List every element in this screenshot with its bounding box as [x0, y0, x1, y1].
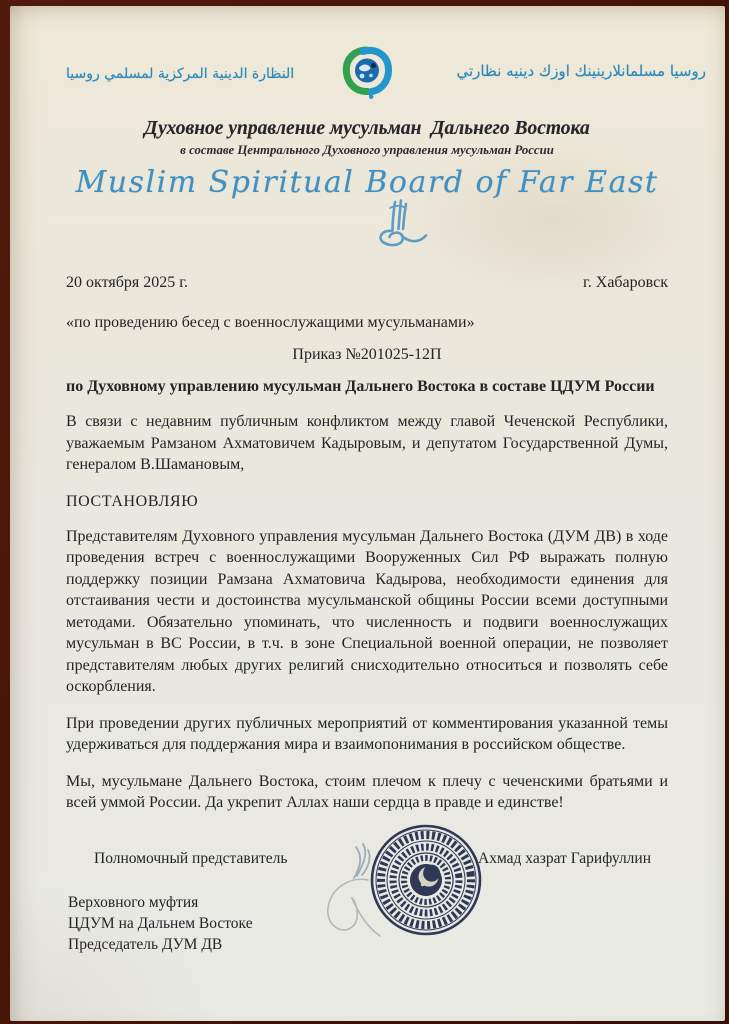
order-paragraph-2: При проведении других публичных мероприятий от комментирования указанной темы удерживаться для поддержания мира и взаимопонимания в российском обществе.: [66, 714, 668, 753]
document-city: г. Хабаровск: [583, 274, 668, 291]
closing-paragraph: Мы, мусульмане Дальнего Востока, стоим плечом к плечу с чеченскими братьями и всей уммой России. Да укрепит Аллах наши сердца в правде и единстве!: [66, 772, 668, 811]
org-name-ru: Духовное управление мусульман Дальнего Востока: [144, 118, 590, 139]
arabic-calligraphy-left: النظارة الدينية المركزية لمسلمي روسيا: [66, 66, 295, 82]
arabic-calligraphy-right: روسيا مسلمانلارينينك اوزك دينيه نظارتي: [456, 62, 706, 80]
date-place-line: [66, 274, 668, 292]
signatory-role-line: Верховного муфтия: [68, 894, 199, 911]
signature-block: [66, 844, 668, 976]
signatory-role-details: [68, 892, 253, 955]
resolution-word: ПОСТАНОВЛЯЮ: [66, 492, 199, 510]
org-logo-icon: [338, 44, 396, 102]
official-stamp: [368, 822, 484, 943]
order-scope: по Духовному управлению мусульман Дальнего Востока в составе ЦДУМ России: [66, 378, 655, 395]
org-name-en: Muslim Spiritual Board of Far East: [75, 165, 659, 200]
preamble-paragraph: В связи с недавним публичным конфликтом между главой Чеченской Республики, уважаемым Рамзаном Ахматовичем Кадыровым, и депутатом Государственной Думы, генералом В.Шамановым,: [66, 413, 668, 473]
signatory-role-line: Председатель ДУМ ДВ: [68, 936, 223, 953]
tughra-emblem-icon: [66, 200, 668, 262]
signatory-role-line: ЦДУМ на Дальнем Востоке: [68, 915, 253, 932]
document-date: 20 октября 2025 г.: [66, 274, 188, 291]
signatory-role: Полномочный представитель: [94, 850, 288, 867]
letterhead: [66, 46, 706, 108]
org-subordination: в составе Центрального Духовного управления мусульман России: [180, 143, 554, 157]
order-paragraph-1: Представителям Духовного управления мусульман Дальнего Востока (ДУМ ДВ) в ходе проведения встреч с военнослужащими Вооруженных Сил РФ выражать полную поддержку позиции Рамзана Ахматовича Кадырова, необходимости единения для отстаивания чести и достоинства мусульманской общины России всеми доступными методами. Обязательно упоминать, что численность и подвиги военнослужащих мусульман в ВС России, в т.ч. в зоне Специальной военной операции, не позволяет представителям любых других религий снисходительно относиться и позволять себе оскорбления.: [66, 527, 668, 695]
letter-document: [10, 6, 725, 1021]
document-subject: «по проведению бесед с военнослужащими мусульманами»: [66, 314, 475, 331]
signatory-name: Ахмад хазрат Гарифуллин: [478, 850, 651, 867]
order-number: Приказ №201025-12П: [292, 346, 442, 363]
